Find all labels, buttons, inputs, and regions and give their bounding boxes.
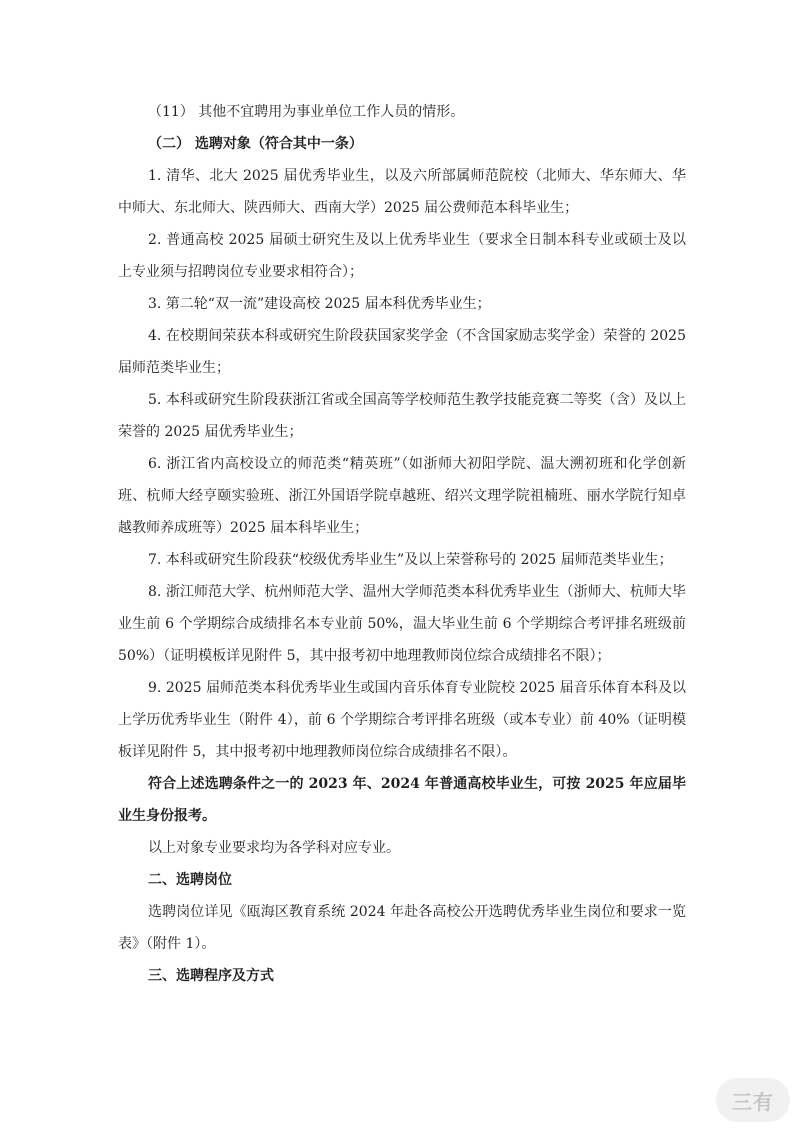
paragraph-item-11: （11） 其他不宜聘用为事业单位工作人员的情形。 (148, 104, 465, 120)
paragraph-target-7: 7. 本科或研究生阶段获“校级优秀毕业生”及以上荣誉称号的 2025 届师范类毕业生； (148, 552, 673, 568)
paragraph-target-8: 8. 浙江师范大学、杭州师范大学、温州大学师范类本科优秀毕业生（浙师大、杭师大毕业生前 6 个学期综合成绩排名本专业前 50%，温大毕业生前 6 个学期综合考评排名班级前 50%）（证明模板详见附件 5，其中报考初中地理教师岗位综合成绩排名不限）； (118, 584, 686, 664)
paragraph-target-3: 3. 第二轮“双一流”建设高校 2025 届本科优秀毕业生； (148, 296, 491, 312)
paragraph-target-4: 4. 在校期间荣获本科或研究生阶段获国家奖学金（不含国家励志奖学金）荣誉的 2025 届师范类毕业生； (118, 328, 686, 376)
document-body (118, 96, 686, 992)
section-heading-positions: 二、选聘岗位 (148, 872, 232, 888)
paragraph-target-9: 9. 2025 届师范类本科优秀毕业生或国内音乐体育专业院校 2025 届音乐体育本科及以上学历优秀毕业生（附件 4），前 6 个学期综合考评排名班级（或本专业）前 40%（证明模板详见附件 5，其中报考初中地理教师岗位综合成绩排名不限）。 (118, 680, 686, 760)
section-heading-procedure: 三、选聘程序及方式 (148, 968, 274, 984)
paragraph-target-6: 6. 浙江省内高校设立的师范类“精英班”（如浙师大初阳学院、温大溯初班和化学创新班、杭师大经亨颐实验班、浙江外国语学院卓越班、绍兴文理学院祖楠班、丽水学院行知卓越教师养成班等）2025 届本科毕业生； (118, 456, 686, 536)
section-heading-selection-targets: （二） 选聘对象（符合其中一条） (148, 136, 363, 152)
paragraph-major-requirement-note: 以上对象专业要求均为各学科对应专业。 (148, 840, 400, 856)
paragraph-previous-graduates-note: 符合上述选聘条件之一的 2023 年、2024 年普通高校毕业生，可按 2025 年应届毕业生身份报考。 (118, 776, 686, 824)
watermark-logo: 三有 (716, 1078, 790, 1122)
paragraph-target-2: 2. 普通高校 2025 届硕士研究生及以上优秀毕业生（要求全日制本科专业或硕士及以上专业须与招聘岗位专业要求相符合）； (118, 232, 686, 280)
paragraph-positions-detail: 选聘岗位详见《瓯海区教育系统 2024 年赴各高校公开选聘优秀毕业生岗位和要求一览表》（附件 1）。 (118, 904, 686, 952)
paragraph-target-5: 5. 本科或研究生阶段获浙江省或全国高等学校师范生教学技能竞赛二等奖（含）及以上荣誉的 2025 届优秀毕业生； (118, 392, 686, 440)
paragraph-target-1: 1. 清华、北大 2025 届优秀毕业生，以及六所部属师范院校（北师大、华东师大、华中师大、东北师大、陕西师大、西南大学）2025 届公费师范本科毕业生； (118, 168, 686, 216)
